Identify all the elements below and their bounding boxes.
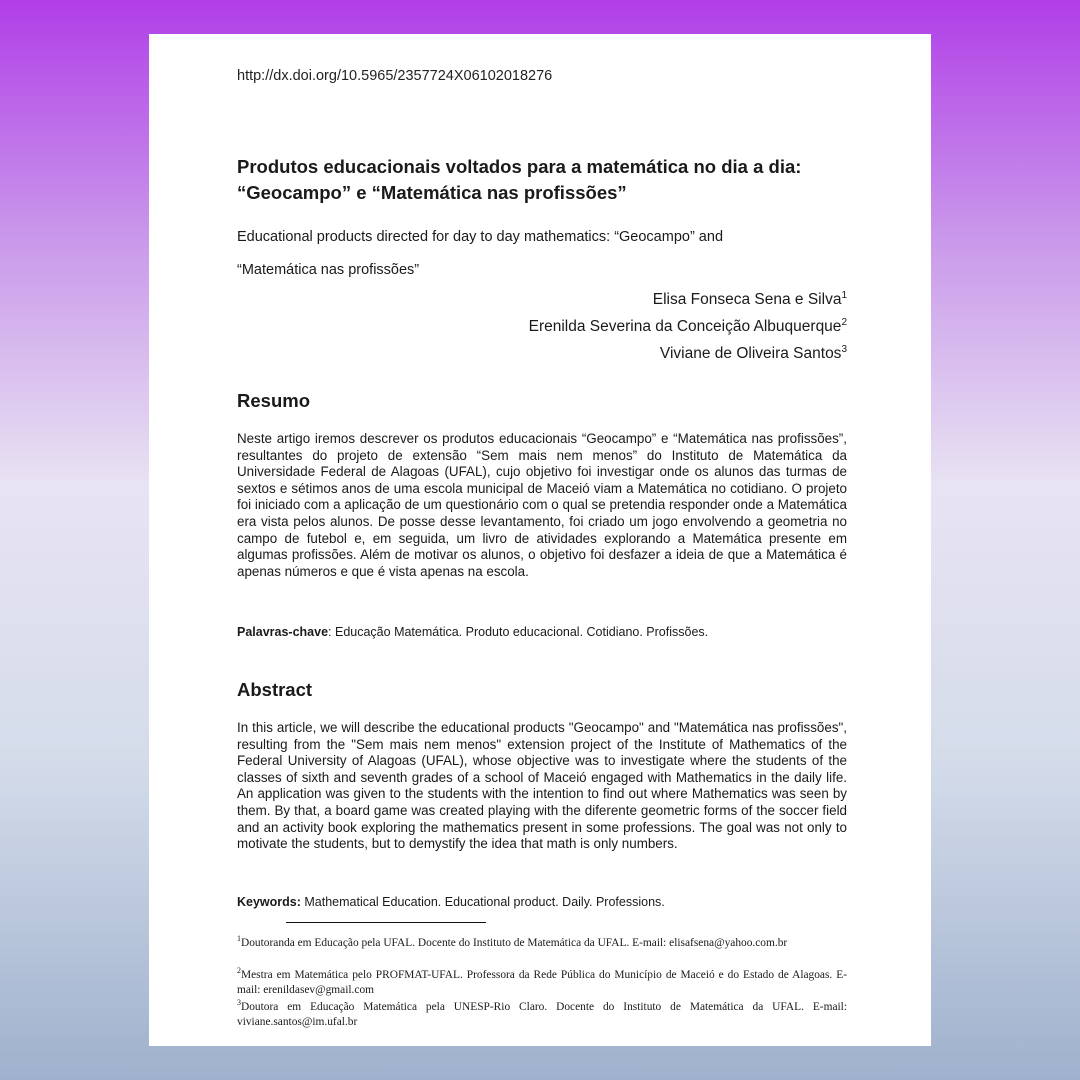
subtitle-line: Educational products directed for day to day mathematics: “Geocampo” and [237,229,724,245]
paper-title: Produtos educacionais voltados para a matemática no dia a dia: “Geocampo” e “Matemática nas profissões” [237,156,802,203]
footnote-divider [286,922,486,923]
english-subtitle [237,221,837,287]
resumo-text: Neste artigo iremos descrever os produtos educacionais “Geocampo” e “Matemática nas profissões”, resultantes do projeto de extensão “Sem mais nem menos” do Instituto de Matemática da Universidade Federal de Alagoas (UFAL), cujo objetivo foi investigar onde os alunos das turmas de sextos e sétimos anos de uma escola municipal de Maceió viam a Matemática no cotidiano. O projeto foi iniciado com a aplicação de um questionário com o qual se pretendia responder onde a Matemática era vista pelos alunos. De posse desse levantamento, foi criado um jogo envolvendo a geometria no campo de futebol e, em seguida, um livro de atividades explorando a Matemática presente em algumas profissões. Além de motivar os alunos, o objetivo foi desfazer a ideia de que a Matemática é apenas números e que é vista apenas na escola. [237,431,847,579]
author-name: Elisa Fonseca Sena e Silva$^1$ [652,290,847,309]
author-name: Viviane de Oliveira Santos$^3$ [659,344,847,363]
subtitle-line: “Matemática nas profissões” [237,262,420,278]
author-list [529,284,847,365]
document-page [149,34,931,1046]
footnote: $^2$Mestra em Matemática pelo PROFMAT-UFAL. Professora da Rede Pública do Município de Maceió e do Estado de Alagoas. E-mail: erenildasev@gmail.com [237,966,847,997]
doi-link[interactable]: http://dx.doi.org/10.5965/2357724X06102018276 [237,68,553,84]
abstract-text: In this article, we will describe the educational products "Geocampo" and "Matemática nas profissões", resulting from the "Sem mais nem menos" extension project of the Institute of Mathematics of the Federal University of Alagoas (UFAL), whose objective was to investigate where the students of the classes of sixth and seventh grades of a school of Maceió engaged with Mathematics in the daily life. An application was given to the students with the intention to find out where Mathematics was seen by them. By that, a board game was created playing with the diferente geometric forms of the soccer field and an activity book exploring the mathematics present in some professions. The goal was not only to motivate the students, but to demystify the idea that math is only numbers. [237,720,847,852]
resumo-heading: Resumo [237,390,310,411]
abstract-heading: Abstract [237,679,313,700]
abstract-keywords: Keywords: Mathematical Education. Educational product. Daily. Professions. [237,895,665,909]
footnote: $^3$Doutora em Educação Matemática pela UNESP-Rio Claro. Docente do Instituto de Matemática da UFAL. E-mail: viviane.santos@im.ufal.br [237,998,847,1029]
author-name: Erenilda Severina da Conceição Albuquerque$^2$ [528,317,847,336]
footnote: $^1$Doutoranda em Educação pela UFAL. Docente do Instituto de Matemática da UFAL. E-mail: elisafsena@yahoo.com.br [237,934,788,949]
resumo-keywords: Palavras-chave: Educação Matemática. Produto educacional. Cotidiano. Profissões. [237,625,709,639]
